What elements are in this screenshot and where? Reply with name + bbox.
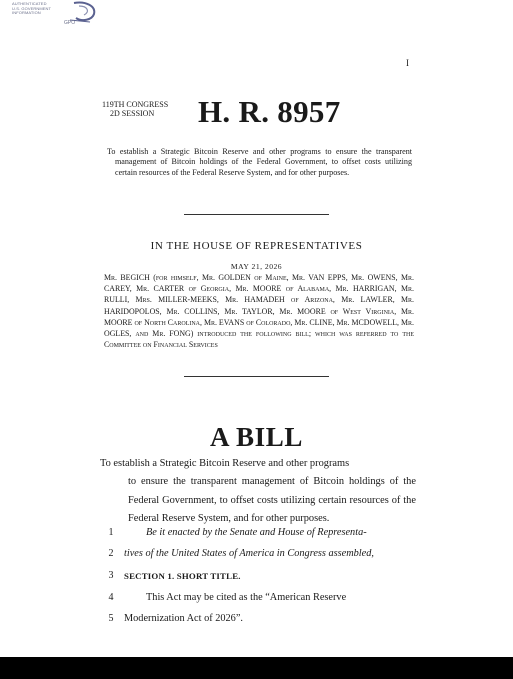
line-number: 3	[108, 570, 114, 581]
congress-session	[102, 100, 168, 118]
logo-line-3: INFORMATION	[12, 10, 41, 15]
bill-line	[0, 613, 513, 631]
chamber-heading: IN THE HOUSE OF REPRESENTATIVES	[150, 240, 363, 252]
bill-line	[0, 548, 513, 566]
logo-line-1: AUTHENTICATED	[12, 1, 47, 6]
session-label: 2D SESSION	[110, 109, 155, 118]
sponsors-paragraph: Mr. BEGICH (for himself, Mr. GOLDEN of Maine, Mr. VAN EPPS, Mr. OWENS, Mr. CAREY, Mr. CARTER of Georgia, Mr. MOORE of Alabama, Mr. HARRIGAN, Mr. RULLI, Mrs. MILLER-MEEKS, Mr. HAMADEH of Arizona, Mr. LAWLER, Mr. HARIDOPOLOS, Mr. COLLINS, Mr. TAYLOR, Mr. MOORE of West Virginia, Mr. MOORE of North Carolina, Mr. EVANS of Colorado, Mr. CLINE, Mr. MCDOWELL, Mr. OGLES, and Mr. FONG) introduced the following bill; which was referred to the Committee on Financial Services	[104, 273, 414, 350]
section-heading: SECTION 1. SHORT TITLE.	[124, 571, 241, 581]
line-number: 2	[108, 548, 114, 559]
bill-line	[0, 527, 513, 545]
line-number: 4	[108, 592, 114, 603]
page-number: I	[406, 58, 409, 68]
bill-number: H. R. 8957	[198, 94, 341, 129]
congress-label: 119TH CONGRESS	[102, 100, 169, 109]
logo-agency: GPO	[64, 20, 76, 26]
bill-summary: To establish a Strategic Bitcoin Reserve and other programs to ensure the transparent management of Bitcoin holdings of the Federal Government, to offset costs utilizing certain resources of the Federal Reserve System, and for other purposes.	[107, 147, 412, 177]
bottom-border	[0, 657, 513, 679]
divider-rule	[184, 214, 329, 215]
a-bill-heading: A BILL	[210, 422, 303, 452]
long-title-first-line: To establish a Strategic Bitcoin Reserve and other programs	[100, 458, 350, 469]
gpo-authentication-logo	[4, 0, 104, 30]
logo-line-2: U.S. GOVERNMENT	[12, 5, 52, 11]
bill-line	[0, 570, 513, 588]
divider-rule	[184, 376, 329, 377]
introduction-date: MAY 21, 2026	[230, 262, 283, 271]
bill-line	[0, 592, 513, 610]
enacting-clause: Be it enacted by the Senate and House of Representa-	[146, 527, 367, 538]
line-number: 1	[108, 527, 114, 538]
line-number: 5	[108, 613, 114, 624]
section-text: Modernization Act of 2026”.	[124, 613, 243, 624]
section-text: This Act may be cited as the “American Reserve	[146, 592, 347, 603]
long-title	[100, 455, 416, 529]
enacting-clause: tives of the United States of America in Congress assembled,	[124, 548, 374, 559]
long-title-continuation: to ensure the transparent management of Bitcoin holdings of the Federal Government, to offset costs utilizing certain resources of the Federal Reserve System, and for other purposes.	[128, 476, 416, 525]
